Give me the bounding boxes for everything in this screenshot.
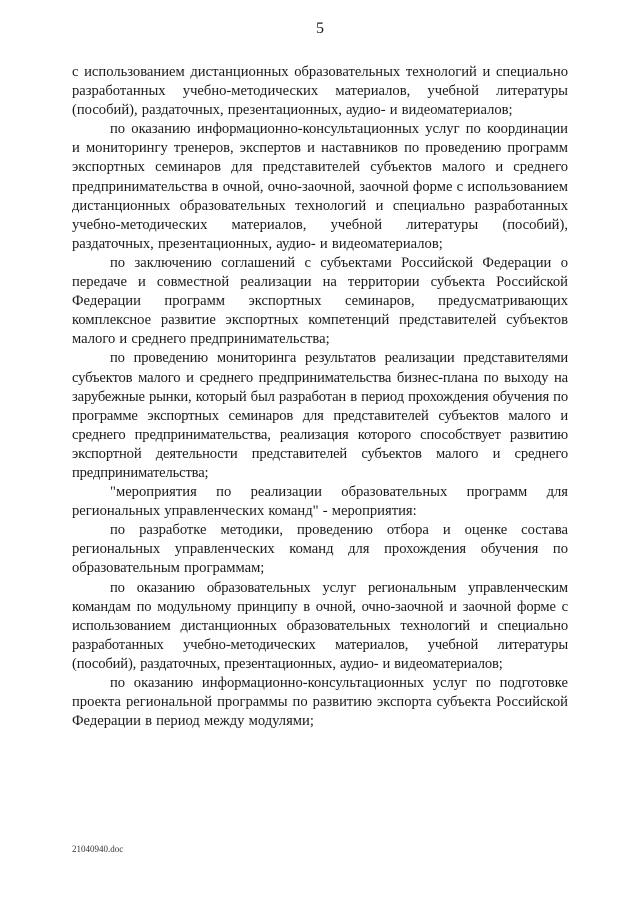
paragraph-methodology-selection: по разработке методики, проведению отбора и оценке состава региональных управленческих команд для прохождения обучения по образовательным программам; xyxy=(72,522,568,577)
paragraph-continuation: с использованием дистанционных образовательных технологий и специально разработанных учебно-методических материалов, учебной литературы (пособий), раздаточных, презентационных, аудио- и видеоматериалов; xyxy=(72,64,568,119)
paragraph-agreements-regions: по заключению соглашений с субъектами Российской Федерации о передаче и совместной реализации на территории субъекта Российской Федерации программ экспортных семинаров, предусматривающих комплексное развитие экспортных компетенций представителей субъектов малого и среднего предпринимательства; xyxy=(72,254,568,348)
paragraph-consulting-trainers: по оказанию информационно-консультационных услуг по координации и мониторингу тренеров, экспертов и наставников по проведению программ экспортных семинаров для представителей субъектов малого и среднего предпринимательства в очной, очно-заочной, заочной форме с использованием дистанционных образовательных технологий и специально разработанных учебно-методических материалов, учебной литературы (пособий), раздаточных, презентационных, аудио- и видеоматериалов; xyxy=(72,121,568,252)
page-number: 5 xyxy=(316,20,324,37)
footer-file-code: 21040940.doc xyxy=(72,844,124,854)
paragraph-educational-services: по оказанию образовательных услуг региональным управленческим командам по модульному принципу в очной, очно-заочной и заочной форме с использованием дистанционных образовательных технологий и специально разработанных учебно-методических материалов, учебной литературы (пособий), раздаточных, презентационных, аудио- и видеоматериалов; xyxy=(72,579,568,672)
document-body xyxy=(72,63,568,731)
paragraph-monitoring-results: по проведению мониторинга результатов реализации представителями субъектов малого и среднего предпринимательства бизнес-плана по выходу на зарубежные рынки, который был разработан в период прохождения обучения по программе экспортных семинаров для представителей субъектов малого и среднего предпринимательства, реализация которого способствует развитию экспортной деятельности представителей субъектов малого и среднего предпринимательства; xyxy=(72,350,568,481)
paragraph-regional-teams-definition: "мероприятия по реализации образовательных программ для региональных управленческих команд" - мероприятия: xyxy=(72,484,568,520)
paragraph-consulting-regional-program: по оказанию информационно-консультационных услуг по подготовке проекта региональной программы по развитию экспорта субъекта Российской Федерации в период между модулями; xyxy=(72,675,568,730)
